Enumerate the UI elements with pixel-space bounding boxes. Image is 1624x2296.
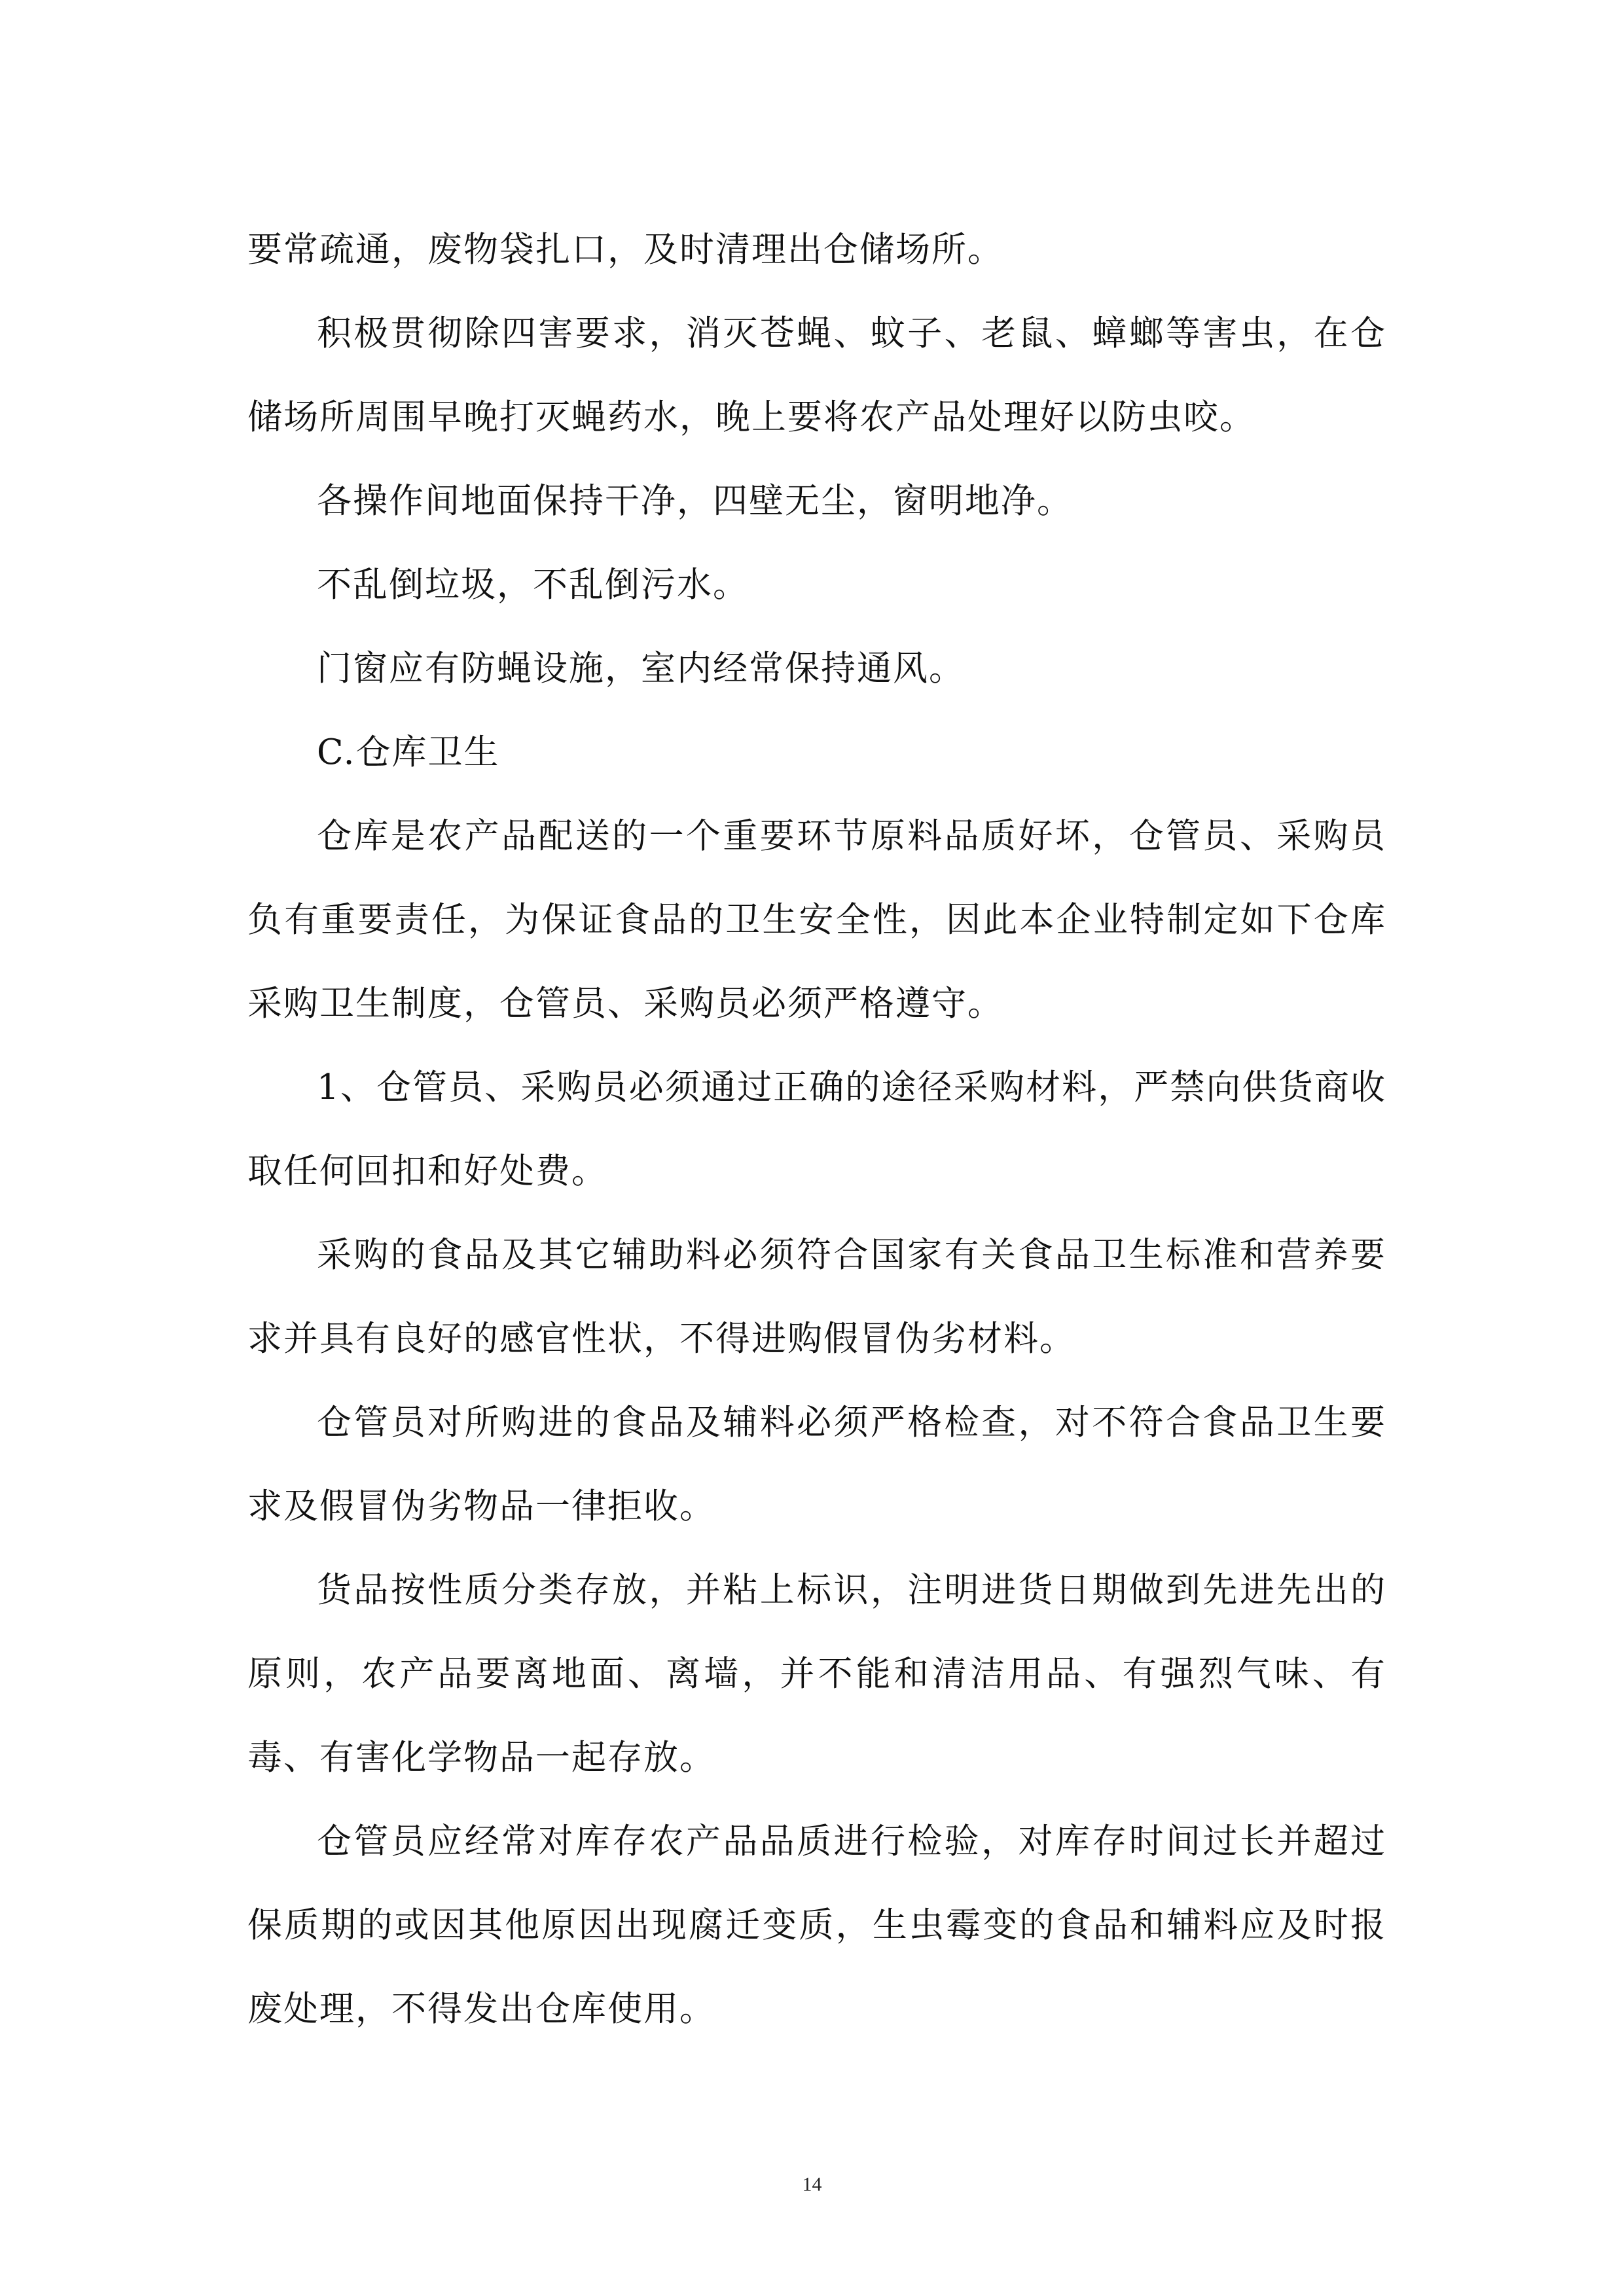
paragraph-11: 货品按性质分类存放，并粘上标识，注明进货日期做到先进先出的原则，农产品要离地面、离墙，并不能和清洁用品、有强烈气味、有毒、有害化学物品一起存放。 — [247, 1570, 1386, 1778]
paragraph-1: 要常疏通，废物袋扎口，及时清理出仓储场所。 — [247, 230, 1003, 270]
paragraph-4: 不乱倒垃圾，不乱倒污水。 — [317, 565, 749, 605]
section-heading-warehouse-hygiene: C.仓库卫生 — [317, 732, 500, 772]
paragraph-2: 积极贯彻除四害要求，消灭苍蝇、蚊子、老鼠、蟑螂等害虫，在仓储场所周围早晚打灭蝇药水，晚上要将农产品处理好以防虫咬。 — [247, 314, 1386, 437]
paragraph-3: 各操作间地面保持干净，四壁无尘，窗明地净。 — [317, 481, 1073, 521]
paragraph-8: 1、仓管员、采购员必须通过正确的途径采购材料，严禁向供货商收取任何回扣和好处费。 — [247, 1067, 1386, 1191]
paragraph-9: 采购的食品及其它辅助料必须符合国家有关食品卫生标准和营养要求并具有良好的感官性状，不得进购假冒伪劣材料。 — [247, 1235, 1386, 1359]
paragraph-7: 仓库是农产品配送的一个重要环节原料品质好坏，仓管员、采购员负有重要责任，为保证食品的卫生安全性，因此本企业特制定如下仓库采购卫生制度，仓管员、采购员必须严格遵守。 — [247, 816, 1386, 1024]
paragraph-5: 门窗应有防蝇设施，室内经常保持通风。 — [317, 649, 965, 689]
paragraph-10: 仓管员对所购进的食品及辅料必须严格检查，对不符合食品卫生要求及假冒伪劣物品一律拒收。 — [247, 1403, 1386, 1526]
document-body — [247, 208, 1386, 2051]
paragraph-12: 仓管员应经常对库存农产品品质进行检验，对库存时间过长并超过保质期的或因其他原因出现腐迁变质，生虫霉变的食品和辅料应及时报废处理，不得发出仓库使用。 — [247, 1821, 1386, 2029]
page-number: 14 — [802, 2174, 822, 2195]
